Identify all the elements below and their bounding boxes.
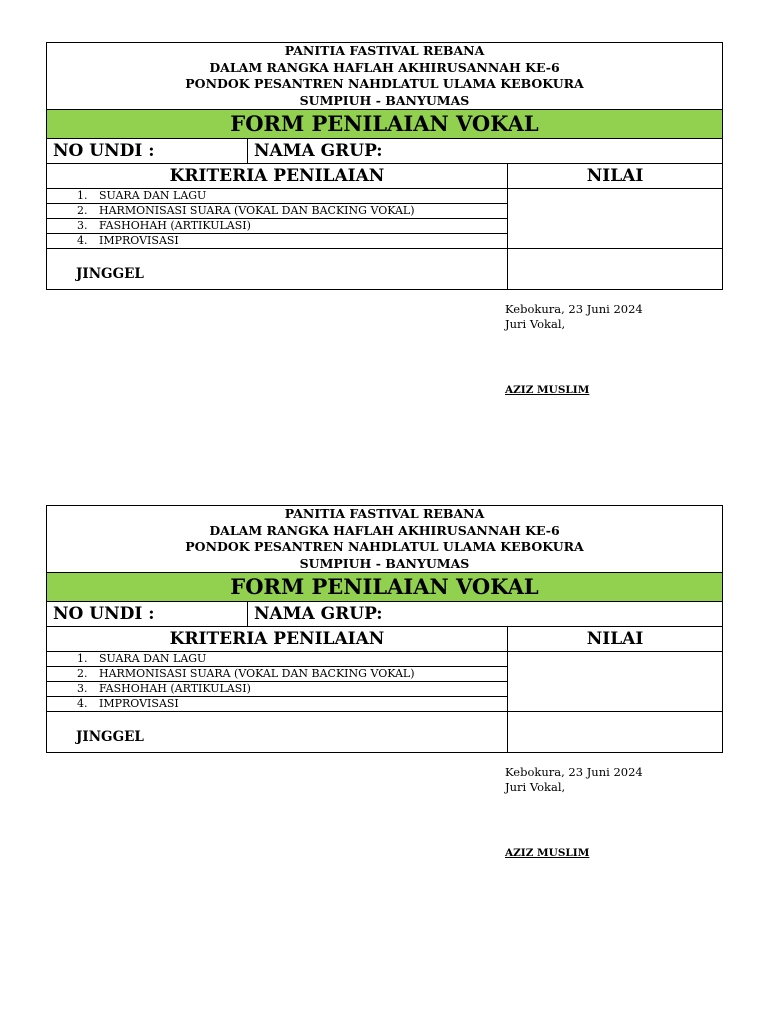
jinggel-criterion [47, 712, 508, 753]
score-cell-criteria[interactable] [508, 652, 723, 712]
score-header: NILAI [508, 627, 723, 652]
criteria-item [47, 652, 508, 667]
criteria-text: HARMONISASI SUARA (VOKAL DAN BACKING VOKAL) [99, 204, 415, 217]
criteria-item [47, 234, 508, 249]
form-header [47, 506, 723, 573]
form-header [47, 43, 723, 110]
header-line-institution: PONDOK PESANTREN NAHDLATUL ULAMA KEBOKURA [185, 76, 584, 91]
no-undi-field[interactable]: NO UNDI : [47, 602, 248, 627]
judge-name: AZIZ MUSLIM [505, 847, 590, 859]
criteria-item [47, 189, 508, 204]
jinggel-criterion [47, 249, 508, 290]
header-line-event: DALAM RANGKA HAFLAH AKHIRUSANNAH KE-6 [209, 59, 560, 75]
score-cell-jinggel[interactable] [508, 712, 723, 753]
criteria-text: FASHOHAH (ARTIKULASI) [99, 682, 251, 695]
criteria-header: KRITERIA PENILAIAN [47, 627, 508, 652]
criteria-number: 3. [77, 682, 88, 695]
header-line-institution: PONDOK PESANTREN NAHDLATUL ULAMA KEBOKURA [185, 539, 584, 554]
jinggel-label: JINGGEL [76, 266, 144, 282]
criteria-number: 2. [77, 204, 88, 217]
form-table [46, 505, 723, 753]
judge-name: AZIZ MUSLIM [505, 384, 590, 396]
header-line-event: DALAM RANGKA HAFLAH AKHIRUSANNAH KE-6 [209, 522, 560, 538]
score-cell-criteria[interactable] [508, 189, 723, 249]
criteria-item [47, 682, 508, 697]
header-line-committee: PANITIA FASTIVAL REBANA [284, 506, 485, 521]
criteria-text: SUARA DAN LAGU [99, 652, 207, 665]
no-undi-field[interactable]: NO UNDI : [47, 139, 248, 164]
score-cell-jinggel[interactable] [508, 249, 723, 290]
criteria-text: IMPROVISASI [99, 697, 179, 710]
criteria-item [47, 204, 508, 219]
header-line-committee: PANITIA FASTIVAL REBANA [284, 43, 485, 58]
form-title: FORM PENILAIAN VOKAL [47, 110, 723, 139]
criteria-number: 1. [77, 652, 88, 665]
signature-block-2 [505, 765, 643, 861]
nama-grup-field[interactable]: NAMA GRUP: [248, 602, 723, 627]
criteria-number: 4. [77, 697, 88, 710]
assessment-form-2 [46, 505, 722, 753]
header-line-location: SUMPIUH - BANYUMAS [299, 92, 470, 108]
criteria-header: KRITERIA PENILAIAN [47, 164, 508, 189]
criteria-text: SUARA DAN LAGU [99, 189, 207, 202]
criteria-text: FASHOHAH (ARTIKULASI) [99, 219, 251, 232]
signature-place-date: Kebokura, 23 Juni 2024 [505, 765, 643, 779]
form-table [46, 42, 723, 290]
header-line-location: SUMPIUH - BANYUMAS [299, 555, 470, 571]
signature-block-1 [505, 302, 643, 398]
criteria-item [47, 667, 508, 682]
assessment-form-1 [46, 42, 722, 290]
nama-grup-field[interactable]: NAMA GRUP: [248, 139, 723, 164]
jinggel-label: JINGGEL [76, 729, 144, 745]
criteria-item [47, 697, 508, 712]
criteria-number: 1. [77, 189, 88, 202]
signature-role: Juri Vokal, [505, 316, 566, 331]
score-header: NILAI [508, 164, 723, 189]
criteria-text: IMPROVISASI [99, 234, 179, 247]
form-title: FORM PENILAIAN VOKAL [47, 573, 723, 602]
criteria-item [47, 219, 508, 234]
criteria-number: 3. [77, 219, 88, 232]
criteria-number: 2. [77, 667, 88, 680]
criteria-text: HARMONISASI SUARA (VOKAL DAN BACKING VOKAL) [99, 667, 415, 680]
criteria-number: 4. [77, 234, 88, 247]
signature-role: Juri Vokal, [505, 779, 566, 794]
signature-place-date: Kebokura, 23 Juni 2024 [505, 302, 643, 316]
